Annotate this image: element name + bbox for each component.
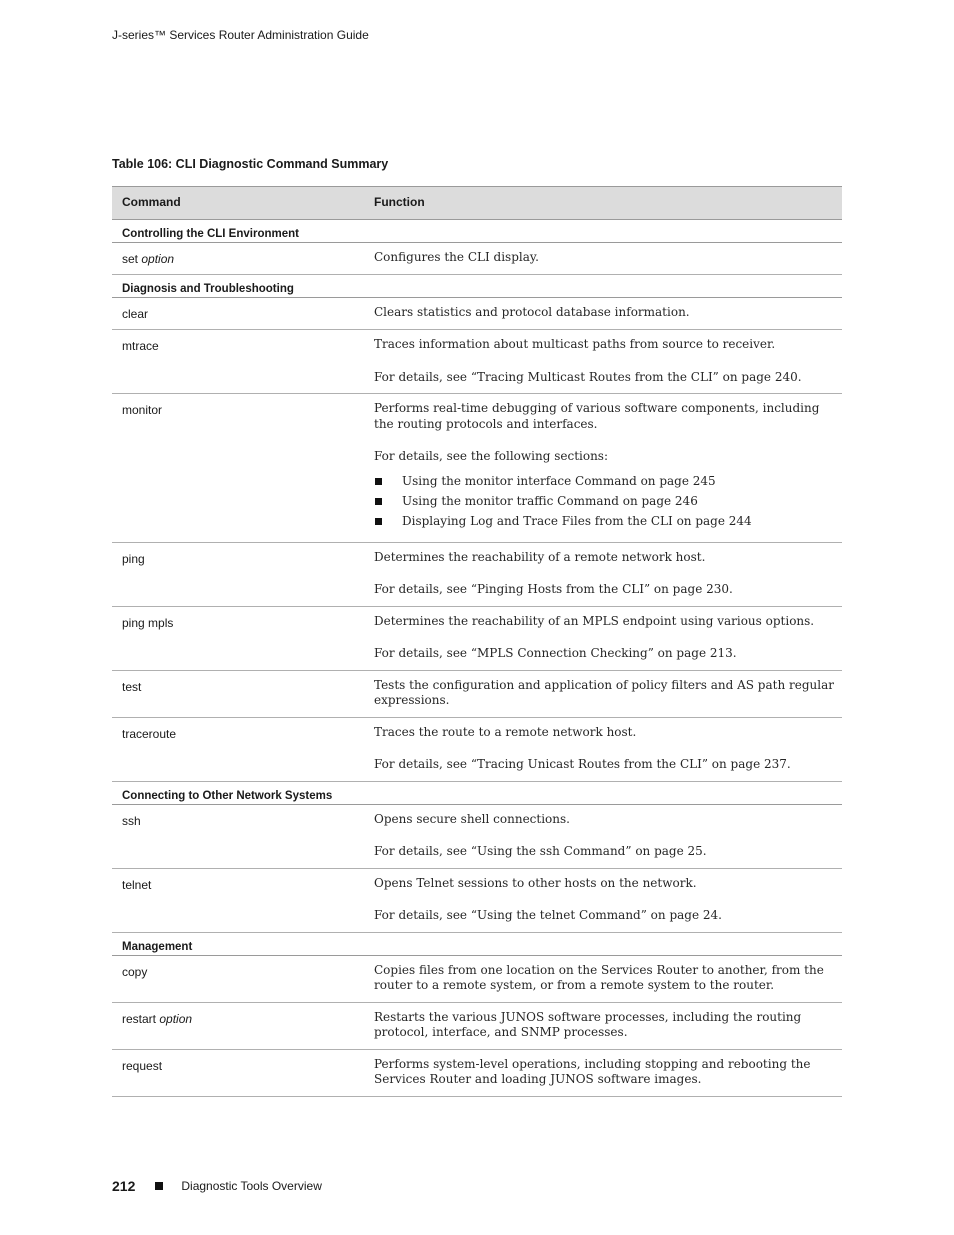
function-cell <box>364 542 842 606</box>
square-bullet-icon <box>375 478 382 485</box>
function-paragraph: For details, see “Pinging Hosts from the CLI” on page 230. <box>374 582 733 596</box>
command-cell <box>112 394 364 543</box>
page-footer <box>112 1178 322 1194</box>
function-paragraph: For details, see “Using the telnet Command” on page 24. <box>374 908 722 922</box>
command-name: request <box>122 1058 163 1073</box>
function-paragraph: For details, see “Tracing Multicast Routes from the CLI” on page 240. <box>374 369 802 384</box>
function-paragraph: Tests the configuration and application of policy filters and AS path regular expressions. <box>374 677 834 707</box>
list-item-text: Displaying Log and Trace Files from the CLI on page 244 <box>402 513 752 528</box>
section-title: Connecting to Other Network Systems <box>112 781 842 804</box>
list-item <box>374 514 836 530</box>
table-caption: Table 106: CLI Diagnostic Command Summary <box>112 157 389 171</box>
table-row <box>112 955 842 1002</box>
table-row <box>112 670 842 717</box>
table-row <box>112 330 842 394</box>
function-cell <box>364 606 842 670</box>
list-item-text: Using the monitor interface Command on page 245 <box>402 473 716 488</box>
command-cell <box>112 804 364 868</box>
command-cell <box>112 542 364 606</box>
command-summary-table <box>112 186 842 1097</box>
command-cell <box>112 717 364 781</box>
section-title: Diagnosis and Troubleshooting <box>112 275 842 298</box>
function-cell <box>364 717 842 781</box>
table-row <box>112 298 842 330</box>
list-item-text: Using the monitor traffic Command on page 246 <box>402 493 698 508</box>
command-cell <box>112 243 364 275</box>
section-row <box>112 220 842 243</box>
square-bullet-icon <box>375 498 382 505</box>
function-paragraph: Determines the reachability of a remote network host. <box>374 549 706 564</box>
list-item <box>374 494 836 510</box>
table-row <box>112 394 842 543</box>
section-title: Controlling the CLI Environment <box>112 220 842 243</box>
command-name: mtrace <box>122 339 159 353</box>
function-paragraph: Traces information about multicast paths from source to receiver. <box>374 337 776 351</box>
command-cell <box>112 1002 364 1049</box>
function-cell <box>364 1002 842 1049</box>
table-header-row <box>112 187 842 220</box>
command-cell <box>112 606 364 670</box>
function-paragraph: Restarts the various JUNOS software processes, including the routing protocol, interface, and SNMP processes. <box>374 1009 802 1039</box>
function-paragraph: Performs real-time debugging of various software components, including the routing protocols and interfaces. <box>374 401 820 431</box>
function-cell <box>364 804 842 868</box>
section-row <box>112 781 842 804</box>
function-paragraph: For details, see “Using the ssh Command” on page 25. <box>374 844 707 858</box>
function-paragraph: For details, see “MPLS Connection Checking” on page 213. <box>374 646 737 660</box>
function-cell <box>364 670 842 717</box>
command-cell <box>112 955 364 1002</box>
function-paragraph: For details, see “Tracing Unicast Routes from the CLI” on page 237. <box>374 757 791 771</box>
square-bullet-icon <box>375 518 382 525</box>
footer-section-title: Diagnostic Tools Overview <box>181 1179 322 1193</box>
function-cell <box>364 955 842 1002</box>
command-cell <box>112 330 364 394</box>
command-name: set <box>122 252 139 266</box>
function-cell <box>364 243 842 275</box>
table-body <box>112 220 842 1097</box>
list-item <box>374 474 836 490</box>
function-paragraph: Opens Telnet sessions to other hosts on the network. <box>374 875 697 890</box>
command-cell <box>112 670 364 717</box>
command-name: ping mpls <box>122 615 174 630</box>
column-header-command: Command <box>122 195 181 209</box>
table-row <box>112 717 842 781</box>
command-cell <box>112 868 364 932</box>
command-name: clear <box>122 307 149 321</box>
function-paragraph: Configures the CLI display. <box>374 250 539 264</box>
function-paragraph: Copies files from one location on the Services Router to another, from the router to a remote system, or from a remote system to the router. <box>374 962 824 992</box>
command-option: option <box>141 252 175 266</box>
command-cell <box>112 1049 364 1096</box>
command-cell <box>112 298 364 330</box>
function-cell <box>364 330 842 394</box>
command-name: test <box>122 679 142 694</box>
command-name: ssh <box>122 813 141 828</box>
related-sections-list <box>374 474 836 530</box>
function-paragraph: Determines the reachability of an MPLS endpoint using various options. <box>374 613 815 628</box>
table-row <box>112 1002 842 1049</box>
table-row <box>112 243 842 275</box>
command-name: monitor <box>122 403 163 417</box>
table-row <box>112 804 842 868</box>
function-cell <box>364 298 842 330</box>
command-option: option <box>159 1011 193 1026</box>
section-row <box>112 932 842 955</box>
running-header: J-series™ Services Router Administration Guide <box>112 28 369 42</box>
function-paragraph: Performs system-level operations, including stopping and rebooting the Services Router and loading JUNOS software images. <box>374 1056 811 1086</box>
command-name: ping <box>122 551 145 566</box>
section-title: Management <box>112 932 842 955</box>
function-paragraph: For details, see the following sections: <box>374 449 609 463</box>
column-header-function: Function <box>374 195 425 209</box>
table-row <box>112 1049 842 1096</box>
table-row <box>112 868 842 932</box>
function-paragraph: Clears statistics and protocol database information. <box>374 305 690 319</box>
function-paragraph: Opens secure shell connections. <box>374 811 570 826</box>
command-name: traceroute <box>122 726 177 741</box>
footer-bullet-icon <box>155 1182 163 1190</box>
function-cell <box>364 868 842 932</box>
command-name: restart <box>122 1011 157 1026</box>
command-name: copy <box>122 964 148 979</box>
section-row <box>112 275 842 298</box>
table-row <box>112 606 842 670</box>
function-cell <box>364 1049 842 1096</box>
command-name: telnet <box>122 877 152 892</box>
table-row <box>112 542 842 606</box>
function-paragraph: Traces the route to a remote network host. <box>374 724 637 739</box>
function-cell <box>364 394 842 543</box>
page-number: 212 <box>112 1178 136 1194</box>
